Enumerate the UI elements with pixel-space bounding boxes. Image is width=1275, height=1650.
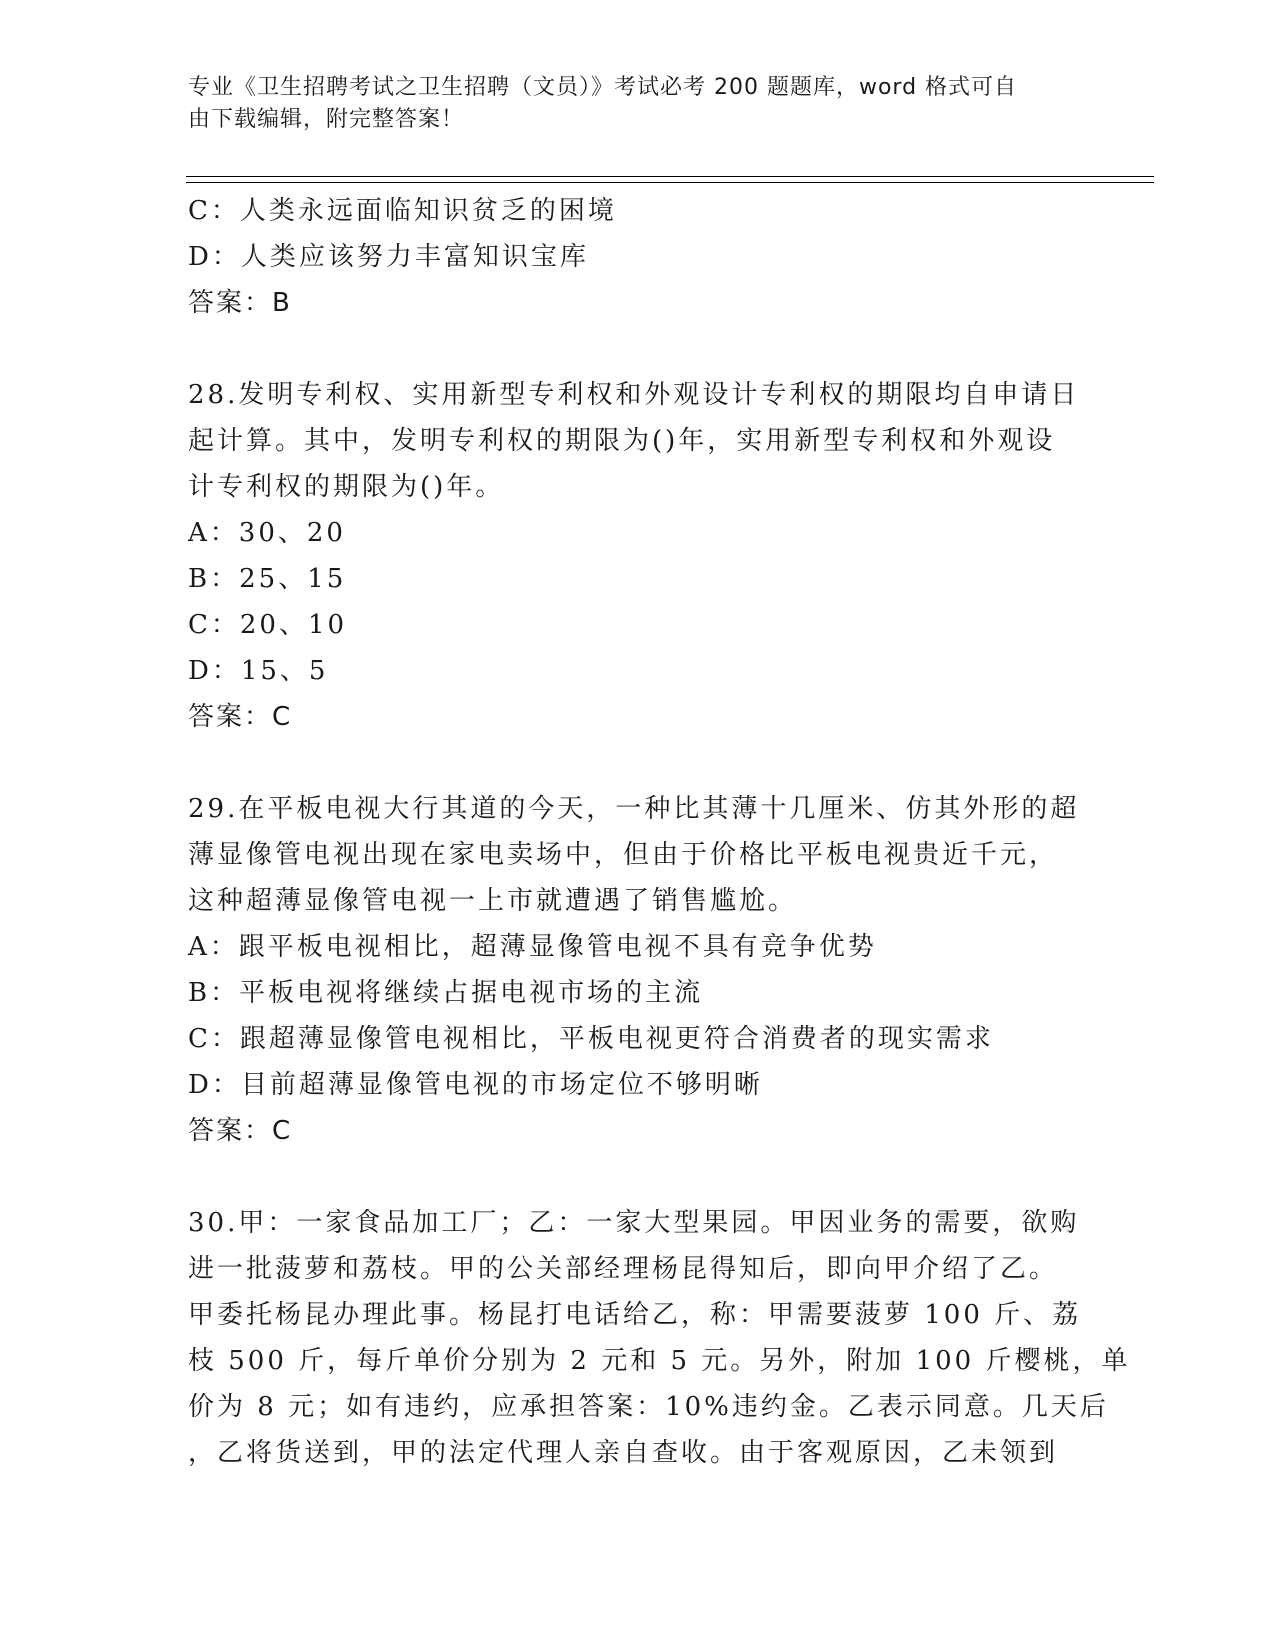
answer-line: 答案：C: [188, 1116, 293, 1146]
question-text: 薄显像管电视出现在家电卖场中，但由于价格比平板电视贵近千元，: [188, 840, 1059, 870]
header-rule-bottom: [186, 182, 1154, 183]
question-block: [188, 372, 1088, 740]
header-line: 专业《卫生招聘考试之卫生招聘（文员）》考试必考 200 题题库，word 格式可自: [188, 75, 1018, 100]
option-c: C：人类永远面临知识贫乏的困境: [188, 196, 617, 226]
question-text: 枝 500 斤，每斤单价分别为 2 元和 5 元。另外，附加 100 斤樱桃，单: [188, 1346, 1131, 1376]
question-text: 甲委托杨昆办理此事。杨昆打电话给乙，称：甲需要菠萝 100 斤、荔: [188, 1300, 1082, 1330]
question-text: 价为 8 元；如有违约，应承担答案：10%违约金。乙表示同意。几天后: [188, 1392, 1109, 1422]
answer-line: 答案：B: [188, 288, 292, 318]
question-text: 起计算。其中，发明专利权的期限为()年，实用新型专利权和外观设: [188, 426, 1056, 456]
document-body: [188, 188, 1131, 1476]
question-block: [188, 188, 1088, 326]
option-d: D：人类应该努力丰富知识宝库: [188, 242, 589, 272]
question-block: [188, 786, 1088, 1154]
header-line: 由下载编辑，附完整答案！: [188, 107, 465, 132]
question-block: [188, 1200, 1131, 1476]
header-rule-top: [186, 176, 1154, 177]
question-text: ，乙将货送到，甲的法定代理人亲自查收。由于客观原因，乙未领到: [188, 1438, 1059, 1468]
question-text: 这种超薄显像管电视一上市就遭遇了销售尴尬。: [188, 886, 798, 916]
option-d: D：目前超薄显像管电视的市场定位不够明晰: [188, 1070, 763, 1100]
question-text: 29.在平板电视大行其道的今天，一种比其薄十几厘米、仿其外形的超: [188, 794, 1080, 824]
option-c: C：20、10: [188, 610, 348, 640]
question-text: 30.甲：一家食品加工厂；乙：一家大型果园。甲因业务的需要，欲购: [188, 1208, 1080, 1238]
option-a: A：跟平板电视相比，超薄显像管电视不具有竞争优势: [188, 932, 877, 962]
option-a: A：30、20: [188, 518, 346, 548]
question-text: 计专利权的期限为()年。: [188, 472, 505, 502]
option-b: B：平板电视将继续占据电视市场的主流: [188, 978, 704, 1008]
answer-line: 答案：C: [188, 702, 293, 732]
option-c: C：跟超薄显像管电视相比，平板电视更符合消费者的现实需求: [188, 1024, 994, 1054]
option-d: D：15、5: [188, 656, 329, 686]
option-b: B：25、15: [188, 564, 347, 594]
question-text: 进一批菠萝和荔枝。甲的公关部经理杨昆得知后，即向甲介绍了乙。: [188, 1254, 1059, 1284]
document-header: [188, 72, 1068, 136]
question-text: 28.发明专利权、实用新型专利权和外观设计专利权的期限均自申请日: [188, 380, 1080, 410]
